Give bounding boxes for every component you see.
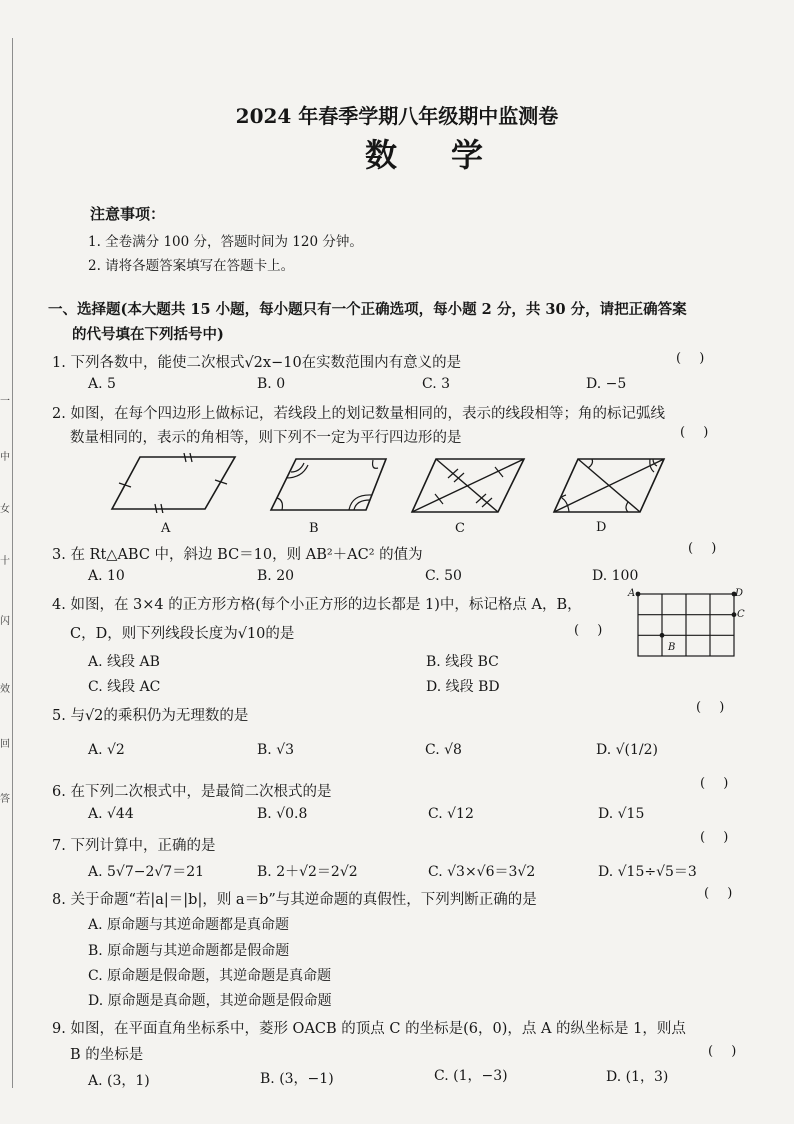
q8-option-a: A. 原命题与其逆命题都是真命题 [88, 917, 290, 933]
margin-char: 女 [0, 504, 10, 515]
subject-title: 数学 [364, 136, 537, 174]
q3-option-a: A. 10 [88, 568, 125, 584]
margin-char: 效 [0, 684, 10, 695]
answer-paren: ( ) [700, 776, 729, 791]
grid-label-d: D [735, 588, 744, 599]
q2-label-c: C [455, 521, 465, 536]
q1-option-a: A. 5 [88, 376, 116, 392]
note-item: 2. 请将各题答案填写在答题卡上。 [88, 258, 295, 274]
q8-option-c: C. 原命题是假命题，其逆命题是真命题 [88, 968, 332, 984]
answer-paren: ( ) [574, 623, 603, 638]
q5-option-a: A. √2 [88, 742, 125, 758]
q5-option-c: C. √8 [425, 742, 462, 758]
q4-option-d: D. 线段 BD [426, 679, 500, 695]
question-4-cont: C，D，则下列线段长度为√10的是 [70, 626, 295, 642]
exam-title: 2024 年春季学期八年级期中监测卷 [235, 104, 559, 128]
binding-margin-line [12, 38, 13, 1088]
q8-option-d: D. 原命题是真命题，其逆命题是假命题 [88, 993, 332, 1009]
q9-option-b: B. (3，−1) [260, 1071, 334, 1087]
q7-option-b: B. 2＋√2＝2√2 [257, 864, 358, 880]
question-8: 8. 关于命题“若|a|＝|b|，则 a＝b”与其逆命题的真假性，下列判断正确的是 [52, 892, 537, 908]
q7-option-a: A. 5√7−2√7＝21 [88, 864, 205, 880]
q6-option-a: A. √44 [88, 806, 134, 822]
answer-paren: ( ) [680, 425, 709, 440]
q3-option-b: B. 20 [257, 568, 295, 584]
q2-figure-b [268, 456, 390, 514]
question-5: 5. 与√2的乘积仍为无理数的是 [52, 708, 249, 724]
q9-option-a: A. (3，1) [88, 1073, 150, 1089]
q8-option-b: B. 原命题与其逆命题都是假命题 [88, 943, 290, 959]
q4-option-c: C. 线段 AC [88, 679, 161, 695]
section-heading-cont: 的代号填在下列括号中) [72, 326, 224, 343]
question-2: 2. 如图，在每个四边形上做标记，若线段上的划记数量相同的，表示的线段相等；角的标记弧线 [52, 406, 665, 422]
answer-paren: ( ) [696, 700, 725, 715]
margin-char: 十 [0, 556, 10, 567]
margin-char: 答 [0, 794, 10, 805]
q2-label-b: B [309, 521, 319, 536]
q1-option-c: C. 3 [422, 376, 451, 392]
grid-label-c: C [737, 609, 745, 620]
margin-char: 中 [0, 452, 10, 463]
q1-option-b: B. 0 [257, 376, 286, 392]
note-item: 1. 全卷满分 100 分，答题时间为 120 分钟。 [88, 234, 363, 250]
question-9: 9. 如图，在平面直角坐标系中，菱形 OACB 的顶点 C 的坐标是(6，0)，点 A 的纵坐标是 1，则点 [52, 1021, 686, 1037]
q6-option-b: B. √0.8 [257, 806, 308, 822]
grid-label-b: B [668, 642, 676, 653]
q4-option-a: A. 线段 AB [88, 654, 160, 670]
question-6: 6. 在下列二次根式中，是最简二次根式的是 [52, 784, 332, 800]
q2-figure-d [552, 456, 668, 516]
q3-option-d: D. 100 [592, 568, 639, 584]
question-2-cont: 数量相同的，表示的角相等，则下列不一定为平行四边形的是 [70, 430, 462, 446]
q7-option-c: C. √3×√6＝3√2 [428, 864, 536, 880]
q9-option-d: D. (1，3) [606, 1069, 669, 1085]
question-9-cont: B 的坐标是 [70, 1047, 144, 1063]
answer-paren: ( ) [688, 541, 717, 556]
q4-option-b: B. 线段 BC [426, 654, 499, 670]
section-heading: 一、选择题(本大题共 15 小题，每小题只有一个正确选项，每小题 2 分，共 30 分，请把正确答案 [48, 301, 687, 318]
grid-label-a: A [628, 588, 636, 599]
answer-paren: ( ) [704, 886, 733, 901]
q6-option-c: C. √12 [428, 806, 474, 822]
q1-option-d: D. −5 [586, 376, 627, 392]
question-7: 7. 下列计算中，正确的是 [52, 838, 216, 854]
margin-char: 闪 [0, 616, 10, 627]
q9-option-c: C. (1，−3) [434, 1068, 508, 1084]
q2-figure-c [410, 456, 528, 516]
answer-paren: ( ) [708, 1044, 737, 1059]
question-4: 4. 如图，在 3×4 的正方形方格(每个小正方形的边长都是 1)中，标记格点 A，B， [52, 597, 582, 613]
q2-figure-a [110, 453, 240, 513]
q7-option-d: D. √15÷√5＝3 [598, 864, 697, 880]
q3-option-c: C. 50 [425, 568, 462, 584]
q2-label-d: D [596, 520, 607, 535]
notes-heading: 注意事项： [90, 205, 166, 223]
answer-paren: ( ) [700, 830, 729, 845]
question-1: 1. 下列各数中，能使二次根式√2x−10在实数范围内有意义的是 [52, 355, 462, 371]
q4-grid-figure [624, 588, 752, 662]
margin-char: 一 [0, 396, 10, 407]
answer-paren: ( ) [676, 351, 705, 366]
q2-label-a: A [161, 521, 171, 536]
q6-option-d: D. √15 [598, 806, 645, 822]
q5-option-d: D. √(1/2) [596, 742, 659, 758]
q5-option-b: B. √3 [257, 742, 295, 758]
margin-char: 回 [0, 739, 10, 750]
question-3: 3. 在 Rt△ABC 中，斜边 BC＝10，则 AB²＋AC² 的值为 [52, 547, 423, 563]
